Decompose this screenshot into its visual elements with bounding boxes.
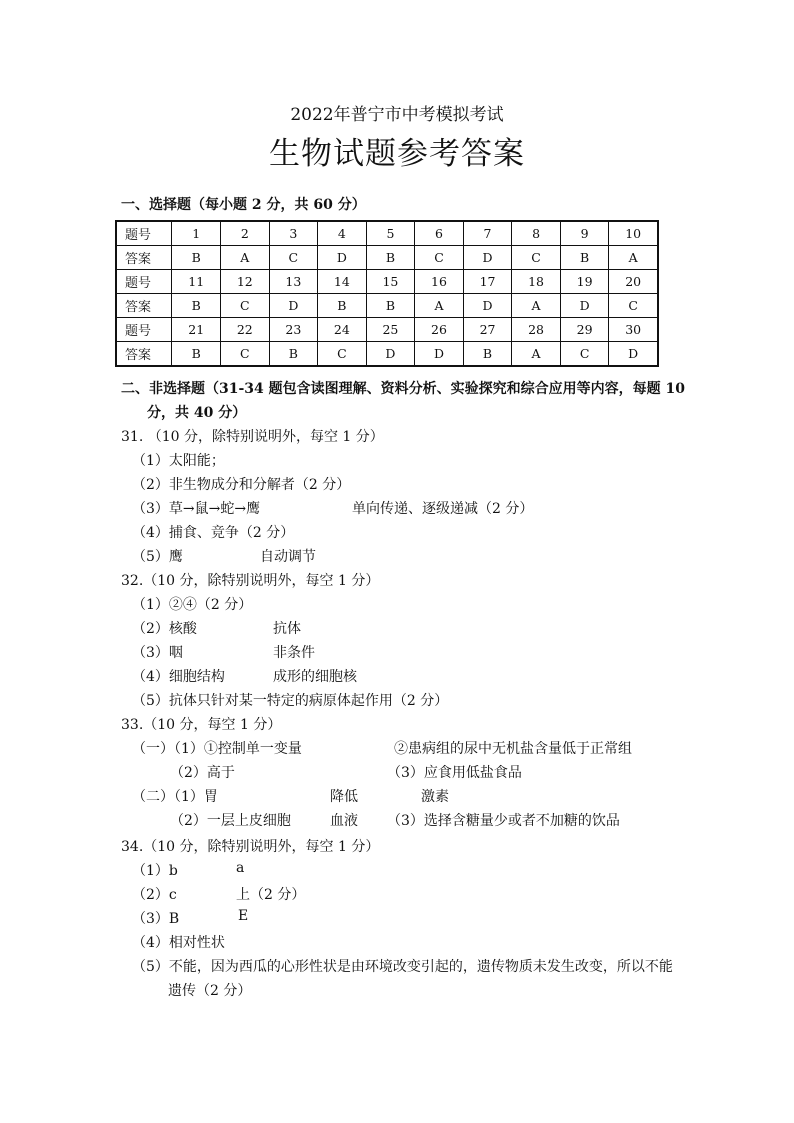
q32-answer-3a: （3）咽	[132, 645, 183, 661]
table-row	[116, 294, 658, 318]
table-cell: C	[560, 342, 609, 367]
table-cell: 9	[560, 221, 609, 246]
row-label: 答案	[116, 342, 172, 367]
table-cell: 28	[512, 318, 561, 342]
table-cell: 15	[366, 270, 415, 294]
table-cell: 12	[221, 270, 270, 294]
table-cell: B	[172, 342, 221, 367]
table-cell: 13	[269, 270, 318, 294]
table-cell: 30	[609, 318, 658, 342]
table-cell: D	[609, 342, 658, 367]
q33-part1-answer-1a: （一）（1）①控制单一变量	[132, 741, 302, 757]
section1-title: 一、选择题（每小题 2 分，共 60 分）	[121, 197, 366, 213]
table-cell: C	[609, 294, 658, 318]
q31-answer-4: （4）捕食、竞争（2 分）	[132, 525, 295, 541]
q31-answer-5a: （5）鹰	[132, 549, 183, 565]
q33-part2-answer-1b: 降低	[330, 789, 358, 805]
row-label: 题号	[116, 270, 172, 294]
table-cell: C	[269, 246, 318, 270]
q33-part1-answer-2: （2）高于	[170, 765, 235, 781]
q34-answer-2b: 上（2 分）	[236, 887, 306, 903]
q32-answer-4b: 成形的细胞核	[273, 669, 357, 685]
q34-answer-5-line1: （5）不能，因为西瓜的心形性状是由环境改变引起的，遗传物质未发生改变，所以不能	[132, 959, 673, 975]
table-cell: 17	[463, 270, 512, 294]
table-cell: B	[269, 342, 318, 367]
table-cell: B	[366, 246, 415, 270]
table-cell: A	[609, 246, 658, 270]
answer-table	[115, 220, 659, 367]
table-row	[116, 221, 658, 246]
table-cell: B	[366, 294, 415, 318]
table-cell: 18	[512, 270, 561, 294]
table-cell: C	[415, 246, 464, 270]
row-label: 答案	[116, 246, 172, 270]
q33-part2-answer-1c: 激素	[421, 789, 449, 805]
q33-part2-answer-3: （3）选择含糖量少或者不加糖的饮品	[387, 813, 620, 829]
q31-answer-3b: 单向传递、逐级递减（2 分）	[352, 501, 534, 517]
table-row	[116, 342, 658, 367]
table-cell: 26	[415, 318, 464, 342]
table-cell: C	[512, 246, 561, 270]
q31-head: 31. （10 分，除特别说明外，每空 1 分）	[121, 429, 384, 445]
table-cell: A	[221, 246, 270, 270]
q33-head: 33.（10 分，每空 1 分）	[121, 717, 282, 733]
q34-answer-1b: a	[236, 860, 245, 876]
table-cell: A	[512, 294, 561, 318]
table-cell: D	[269, 294, 318, 318]
table-cell: B	[172, 294, 221, 318]
q34-answer-2a: （2）c	[132, 887, 177, 903]
q34-answer-1a: （1）b	[132, 863, 178, 879]
table-cell: A	[512, 342, 561, 367]
table-cell: B	[463, 342, 512, 367]
table-cell: C	[221, 294, 270, 318]
q33-part2-answer-2b: 血液	[330, 813, 358, 829]
page-title: 生物试题参考答案	[269, 136, 525, 172]
table-cell: 7	[463, 221, 512, 246]
row-label: 答案	[116, 294, 172, 318]
table-cell: 3	[269, 221, 318, 246]
table-cell: 19	[560, 270, 609, 294]
table-cell: 24	[318, 318, 367, 342]
exam-title: 2022年普宁市中考模拟考试	[290, 105, 504, 125]
table-row	[116, 246, 658, 270]
q31-answer-3a: （3）草→鼠→蛇→鹰	[132, 501, 261, 517]
q32-answer-5: （5）抗体只针对某一特定的病原体起作用（2 分）	[132, 693, 449, 709]
table-cell: 11	[172, 270, 221, 294]
table-cell: B	[318, 294, 367, 318]
table-cell: 16	[415, 270, 464, 294]
table-cell: D	[318, 246, 367, 270]
q32-answer-3b: 非条件	[273, 645, 315, 661]
table-cell: D	[415, 342, 464, 367]
table-cell: D	[463, 246, 512, 270]
table-cell: D	[560, 294, 609, 318]
table-cell: 27	[463, 318, 512, 342]
table-row	[116, 270, 658, 294]
row-label: 题号	[116, 221, 172, 246]
q33-part1-answer-3: （3）应食用低盐食品	[387, 765, 522, 781]
q31-answer-5b: 自动调节	[260, 549, 316, 565]
q33-part2-answer-1a: （二）（1）胃	[132, 789, 218, 805]
row-label: 题号	[116, 318, 172, 342]
table-cell: 14	[318, 270, 367, 294]
table-cell: D	[463, 294, 512, 318]
table-cell: C	[318, 342, 367, 367]
table-cell: 4	[318, 221, 367, 246]
table-cell: 5	[366, 221, 415, 246]
q31-answer-2: （2）非生物成分和分解者（2 分）	[132, 477, 351, 493]
table-cell: 2	[221, 221, 270, 246]
q32-answer-2a: （2）核酸	[132, 621, 197, 637]
table-cell: 10	[609, 221, 658, 246]
section2-title-line1: 二、非选择题（31-34 题包含读图理解、资料分析、实验探究和综合应用等内容，每题 10	[121, 381, 686, 397]
table-cell: 25	[366, 318, 415, 342]
q32-answer-2b: 抗体	[273, 621, 301, 637]
q33-part2-answer-2a: （2）一层上皮细胞	[170, 813, 291, 829]
q33-part1-answer-1b: ②患病组的尿中无机盐含量低于正常组	[394, 741, 632, 757]
table-cell: B	[560, 246, 609, 270]
table-cell: 1	[172, 221, 221, 246]
table-cell: 8	[512, 221, 561, 246]
table-cell: 29	[560, 318, 609, 342]
table-cell: C	[221, 342, 270, 367]
section2-title-line2: 分，共 40 分）	[147, 405, 247, 421]
q32-answer-4a: （4）细胞结构	[132, 669, 225, 685]
table-cell: 6	[415, 221, 464, 246]
table-cell: A	[415, 294, 464, 318]
table-cell: 22	[221, 318, 270, 342]
q32-answer-1: （1）②④（2 分）	[132, 597, 253, 613]
q32-head: 32.（10 分，除特别说明外，每空 1 分）	[121, 573, 380, 589]
table-cell: 23	[269, 318, 318, 342]
q34-answer-3b: E	[238, 908, 249, 924]
q34-head: 34.（10 分，除特别说明外，每空 1 分）	[121, 839, 380, 855]
table-cell: B	[172, 246, 221, 270]
q34-answer-3a: （3）B	[132, 911, 180, 927]
table-cell: 20	[609, 270, 658, 294]
table-cell: 21	[172, 318, 221, 342]
q34-answer-4: （4）相对性状	[132, 935, 225, 951]
table-row	[116, 318, 658, 342]
q34-answer-5-line2: 遗传（2 分）	[168, 983, 252, 999]
q31-answer-1: （1）太阳能；	[132, 453, 225, 469]
table-cell: D	[366, 342, 415, 367]
